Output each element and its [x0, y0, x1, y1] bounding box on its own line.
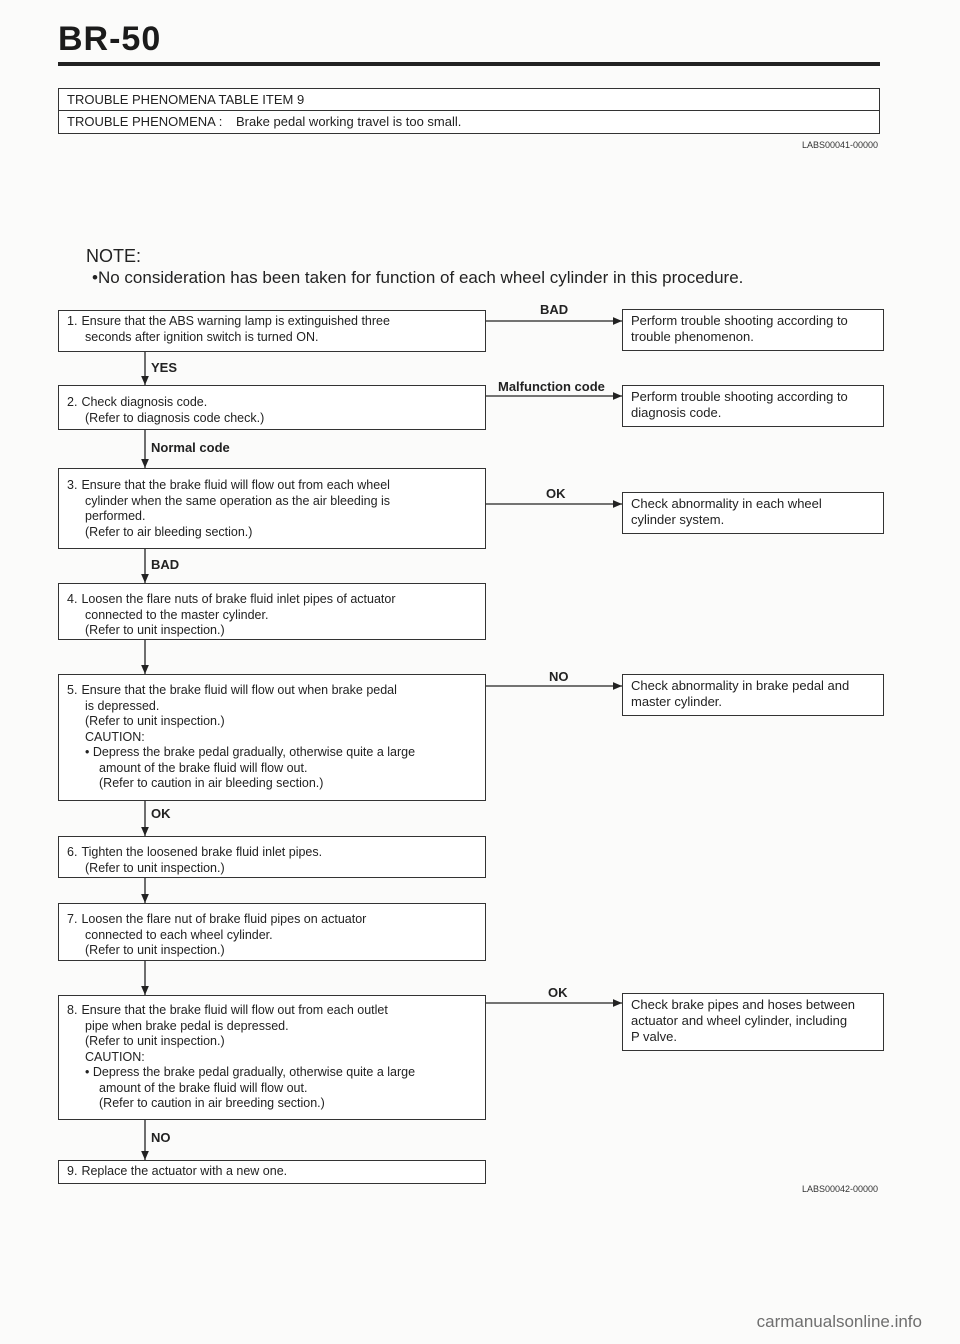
down-label-2: Normal code	[151, 440, 230, 455]
bullet-icon: •	[85, 745, 93, 759]
branch-label-1: BAD	[540, 302, 569, 317]
step-7-box: 7. Loosen the flare nut of brake fluid pipes on actuator connected to each wheel cylinder. (Refer to unit inspection.)	[58, 903, 486, 961]
down-label-1: YES	[151, 360, 178, 375]
phenomena-text: Brake pedal working travel is too small.	[235, 114, 462, 129]
bullet-icon: •	[85, 1065, 93, 1079]
step-1-box: 1. Ensure that the ABS warning lamp is extinguished three seconds after ignition switch is turned ON.	[58, 310, 486, 352]
branch-label-3: OK	[546, 486, 566, 501]
note-text: No consideration has been taken for function of each wheel cylinder in this procedure.	[97, 268, 744, 287]
step-4-box: 4. Loosen the flare nuts of brake fluid inlet pipes of actuator connected to the master cylinder. (Refer to unit inspection.)	[58, 583, 486, 640]
result-4-box: Check abnormality in brake pedal and master cylinder.	[622, 674, 884, 716]
figure-code-bottom: LABS00042-00000	[802, 1184, 879, 1194]
result-2-box: Perform trouble shooting according to diagnosis code.	[622, 385, 884, 427]
step-3-box: 3. Ensure that the brake fluid will flow out from each wheel cylinder when the same operation as the air bleeding is performed. (Refer to air bleeding section.)	[58, 468, 486, 549]
down-label-4: OK	[151, 806, 171, 821]
branch-label-5: OK	[548, 985, 568, 1000]
figure-code-top: LABS00041-00000	[802, 140, 879, 150]
phenomena-label: TROUBLE PHENOMENA :	[67, 114, 223, 129]
result-5-box: Check brake pipes and hoses between actuator and wheel cylinder, including P valve.	[622, 993, 884, 1051]
branch-label-2: Malfunction code	[498, 379, 605, 394]
step-2-box: 2. Check diagnosis code. (Refer to diagnosis code check.)	[58, 385, 486, 430]
down-label-5: NO	[151, 1130, 171, 1145]
page-number: BR-50	[58, 20, 162, 58]
note-title: NOTE:	[86, 246, 142, 266]
result-1-box: Perform trouble shooting according to trouble phenomenon.	[622, 309, 884, 351]
table-title: TROUBLE PHENOMENA TABLE ITEM 9	[67, 92, 305, 107]
branch-label-4: NO	[549, 669, 569, 684]
bullet-icon: •	[92, 268, 98, 287]
watermark: carmanualsonline.info	[756, 1312, 922, 1331]
result-3-box: Check abnormality in each wheel cylinder system.	[622, 492, 884, 534]
step-5-box: 5. Ensure that the brake fluid will flow out when brake pedal is depressed. (Refer to unit inspection.) CAUTION: • Depress the brake pedal gradually, otherwise quite a large amount of the brake fluid will flow out. (Refer to caution in air bleeding section.)	[58, 674, 486, 801]
step-9-box: 9. Replace the actuator with a new one.	[58, 1160, 486, 1184]
step-6-box: 6. Tighten the loosened brake fluid inlet pipes. (Refer to unit inspection.)	[58, 836, 486, 878]
step-8-box: 8. Ensure that the brake fluid will flow out from each outlet pipe when brake pedal is depressed. (Refer to unit inspection.) CAUTION: • Depress the brake pedal gradually, otherwise quite a large amount of the brake fluid will flow out. (Refer to caution in air breeding section.)	[58, 995, 486, 1120]
down-label-3: BAD	[151, 557, 180, 572]
